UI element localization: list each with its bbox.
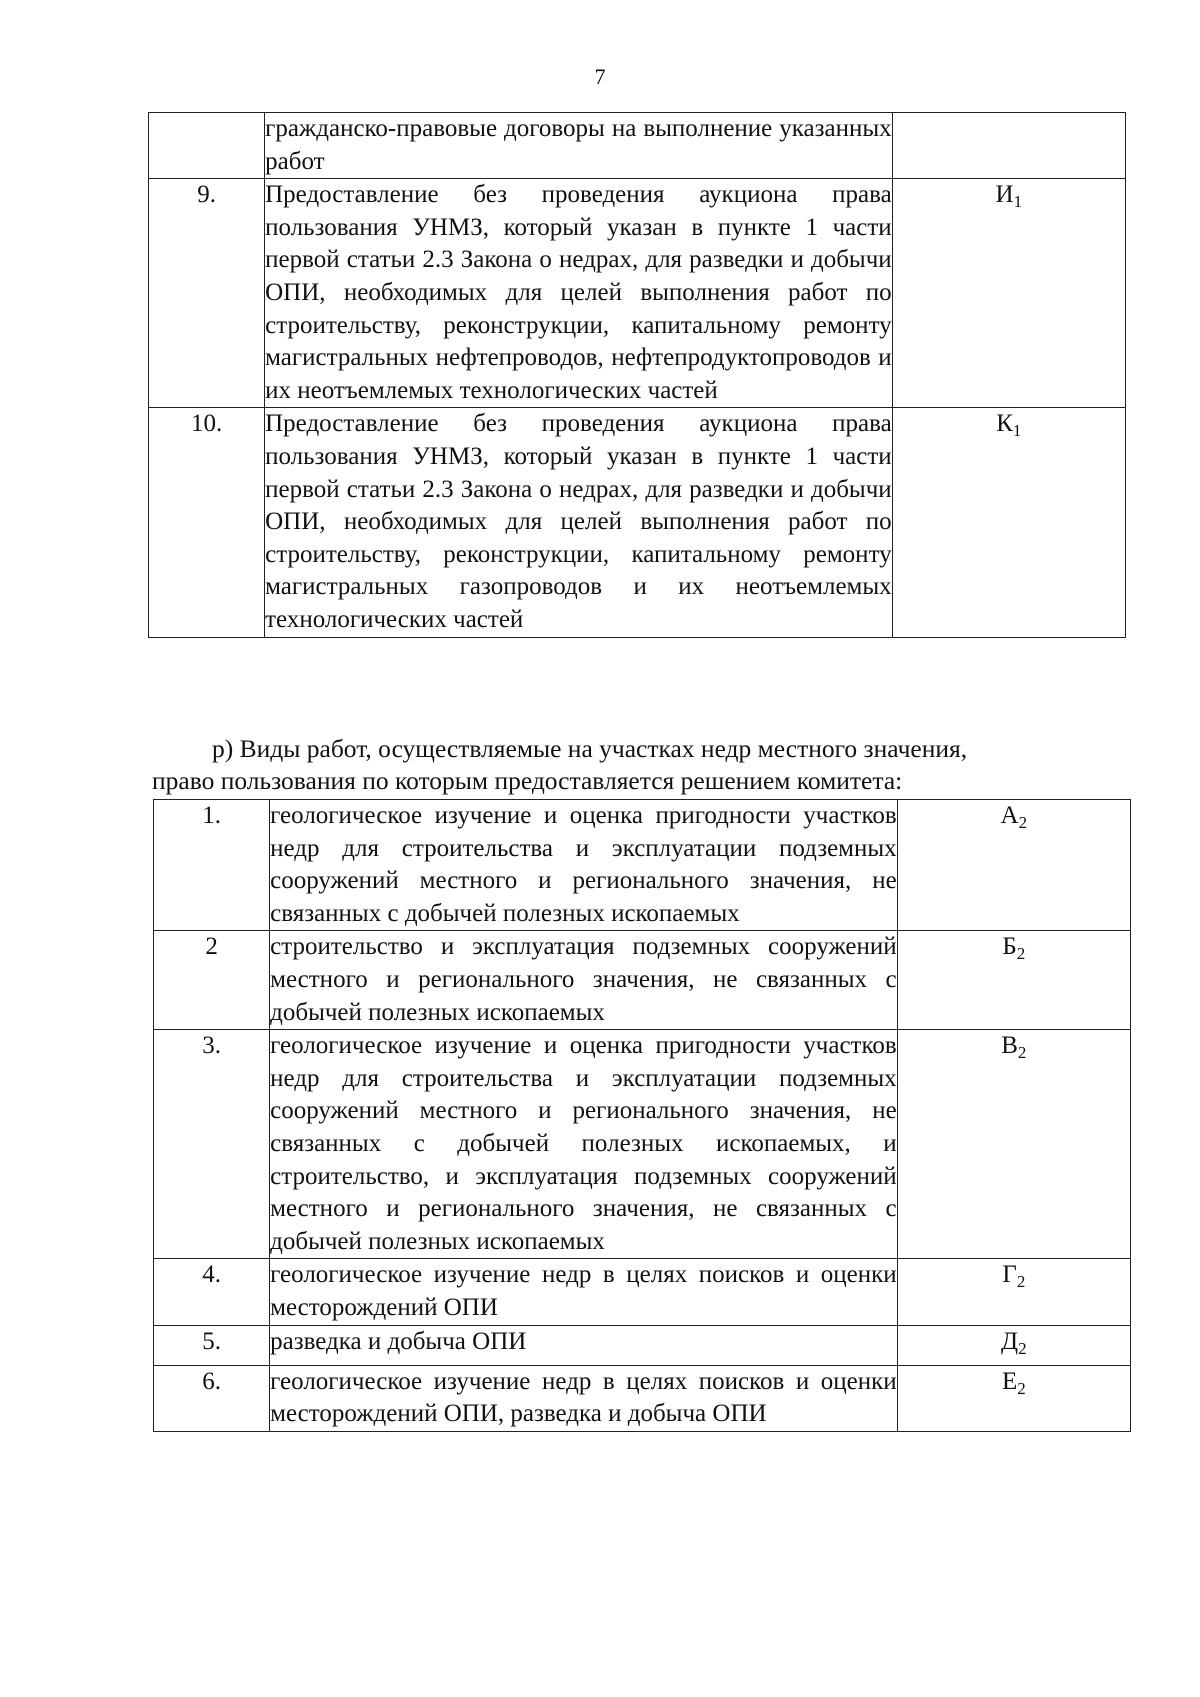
row-code — [897, 1325, 1130, 1365]
section-paragraph — [152, 733, 1137, 797]
row-number: 10. — [149, 408, 265, 637]
table-row — [149, 408, 1126, 637]
row-description-text: геологическое изучение недр в целях поисков и оценки месторождений ОПИ, разведка и добыча ОПИ — [270, 1367, 897, 1428]
row-description-text: геологическое изучение и оценка пригодности участков недр для строительства и эксплуатации подземных сооружений местного и регионального значения, не связанных с добычей полезных ископаемых, и строительство, и эксплуатация подземных сооружений местного и регионального значения, не связанных с добычей полезных ископаемых — [270, 1032, 897, 1255]
row-code — [897, 1365, 1130, 1431]
code-subscript: 2 — [1016, 1272, 1026, 1292]
code-subscript: 2 — [1017, 1378, 1026, 1398]
row-number: 1. — [154, 800, 270, 931]
row-description-text: строительство и эксплуатация подземных сооружений местного и регионального значения, не связанных с добычей полезных ископаемых — [270, 933, 897, 1026]
code-subscript: 2 — [1016, 944, 1026, 964]
row-description — [270, 800, 898, 931]
paragraph-line: р) Виды работ, осуществляемые на участках недр местного значения, — [212, 734, 968, 763]
code-letter: Е — [1001, 1367, 1018, 1395]
code-letter: И — [995, 181, 1014, 209]
row-number: 4. — [154, 1259, 270, 1325]
code-subscript: 1 — [1013, 192, 1023, 212]
table-bottom — [153, 799, 1131, 1432]
table-row — [154, 931, 1131, 1030]
table-row — [149, 179, 1126, 408]
row-description — [265, 179, 893, 408]
row-number: 6. — [154, 1365, 270, 1431]
row-number: 9. — [149, 179, 265, 408]
paragraph-line: право пользования по которым предоставляется решением комитета: — [152, 766, 903, 795]
row-description-text: Предоставление без проведения аукциона права пользования УНМЗ, который указан в пункте 1 части первой статьи 2.3 Закона о недрах, для разведки и добычи ОПИ, необходимых для целей выполнения работ по строительству, реконструкции, капитальному ремонту магистральных газопроводов и их неотъемлемых технологических частей — [265, 410, 892, 633]
code-subscript: 2 — [1018, 813, 1028, 832]
row-description-text: геологическое изучение недр в целях поисков и оценки месторождений ОПИ — [270, 1261, 897, 1321]
row-description-text: Предоставление без проведения аукциона права пользования УНМЗ, который указан в пункте 1 части первой статьи 2.3 Закона о недрах, для разведки и добычи ОПИ, необходимых для целей выполнения работ по строительству, реконструкции, капитальному ремонту магистральных нефтепроводов, нефтепродуктопроводов и их неотъемлемых технологических частей — [265, 181, 892, 404]
table-row — [154, 1365, 1131, 1431]
row-description — [265, 408, 893, 637]
row-code — [897, 1030, 1130, 1259]
row-code — [897, 800, 1130, 931]
row-description — [270, 931, 898, 1030]
row-description-text: геологическое изучение и оценка пригодности участков недр для строительства и эксплуатации подземных сооружений местного и регионального значения, не связанных с добычей полезных ископаемых — [270, 802, 897, 927]
code-letter: А — [1000, 802, 1019, 829]
row-number: 2 — [154, 931, 270, 1030]
code-letter: Г — [1002, 1261, 1017, 1289]
row-description — [270, 1259, 898, 1325]
code-letter: Б — [1002, 933, 1017, 961]
code-subscript: 2 — [1018, 1338, 1027, 1358]
table-row — [154, 1259, 1131, 1325]
table-row — [154, 1325, 1131, 1365]
code-subscript: 1 — [1012, 421, 1022, 441]
row-code — [897, 1259, 1130, 1325]
code-letter: В — [1001, 1032, 1018, 1060]
table-row — [154, 800, 1131, 931]
row-description — [265, 113, 893, 179]
row-code — [892, 179, 1125, 408]
page-number: 7 — [594, 64, 606, 89]
table-top — [148, 112, 1126, 638]
row-code — [897, 931, 1130, 1030]
row-description — [270, 1030, 898, 1259]
row-code — [892, 113, 1125, 179]
code-subscript: 2 — [1017, 1043, 1027, 1063]
table-row — [149, 113, 1126, 179]
row-code — [892, 408, 1125, 637]
row-number — [149, 113, 265, 179]
row-description-text: гражданско-правовые договоры на выполнение указанных работ — [265, 115, 892, 175]
row-description-text: разведка и добыча ОПИ — [270, 1327, 527, 1355]
table-row — [154, 1030, 1131, 1259]
row-number: 3. — [154, 1030, 270, 1259]
code-letter: К — [996, 410, 1013, 438]
row-number: 5. — [154, 1325, 270, 1365]
row-description — [270, 1365, 898, 1431]
code-letter: Д — [1001, 1327, 1019, 1355]
row-description — [270, 1325, 898, 1365]
